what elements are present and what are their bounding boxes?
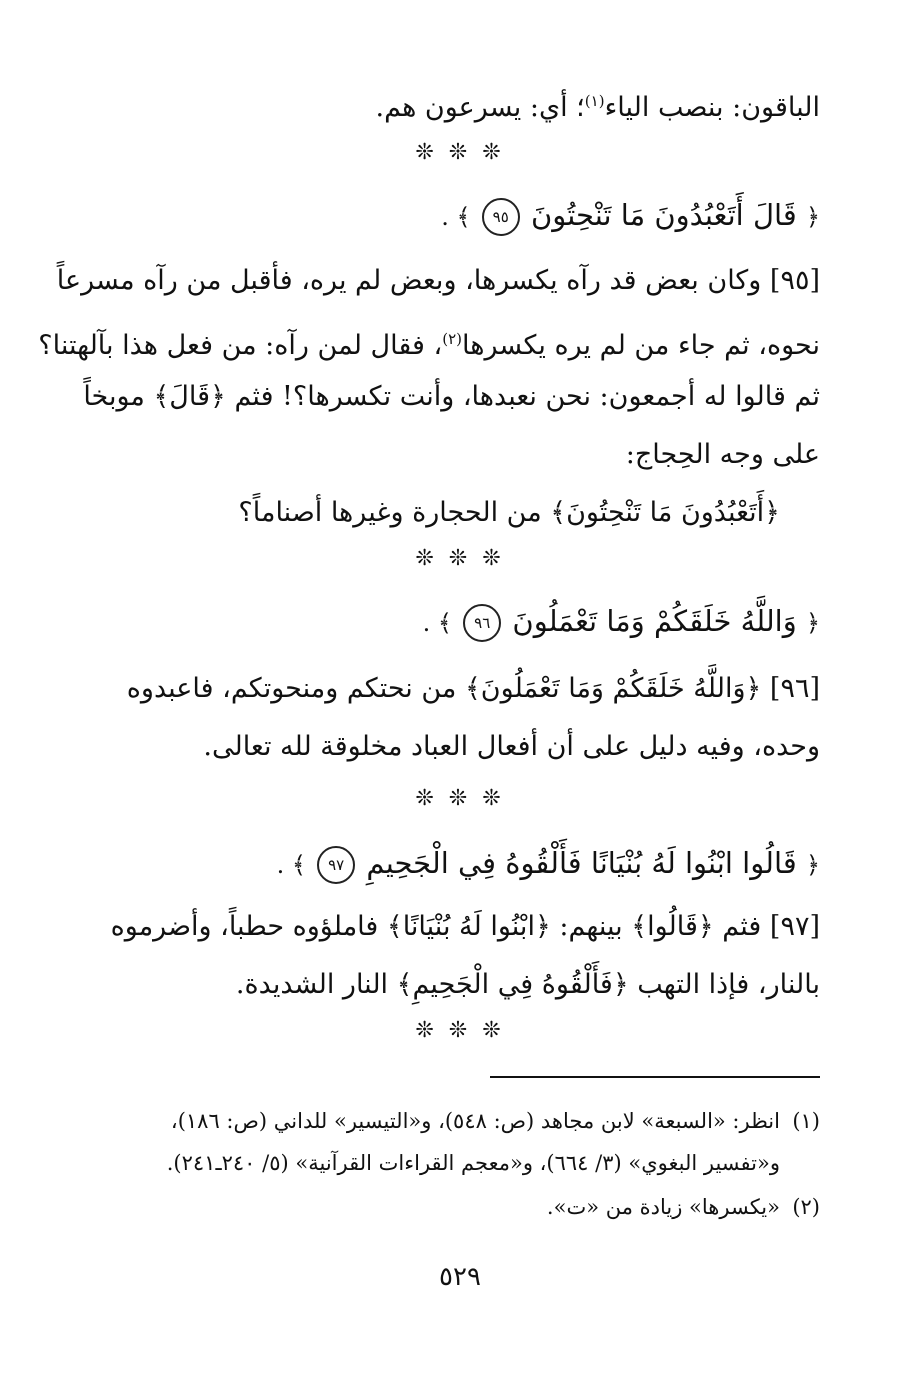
ayah-number-badge: ٩٦ xyxy=(463,604,501,642)
footnote-2 xyxy=(100,1186,820,1228)
verse-text: قَالَ أَتَعْبُدُونَ مَا تَنْحِتُونَ xyxy=(530,198,797,232)
section-separator: ❊ ❊ ❊ xyxy=(415,1018,505,1043)
footnote-rule xyxy=(490,1076,820,1078)
text-line: [٩٦] ﴿وَاللَّهُ خَلَقَكُمْ وَمَا تَعْمَلُونَ﴾ من نحتكم ومنحوتكم، فاعبدوه xyxy=(126,673,820,704)
page-number: ٥٢٩ xyxy=(439,1262,481,1292)
ornate-bracket-open: ﴿ xyxy=(805,851,820,879)
footnote-line xyxy=(100,1100,820,1142)
footnote-text: «يكسرها» زيادة من «ت». xyxy=(546,1195,780,1219)
commentary-95 xyxy=(38,252,820,542)
section-separator: ❊ ❊ ❊ xyxy=(415,546,505,571)
verse-text: قَالُوا ابْنُوا لَهُ بُنْيَانًا فَأَلْقُوهُ فِي الْجَحِيمِ xyxy=(366,846,797,880)
ornate-bracket-open: ﴿ xyxy=(805,203,820,231)
text-line: [٩٧] فثم ﴿قَالُوا﴾ بينهم: ﴿ابْنُوا لَهُ بُنْيَانًا﴾ فاملؤوه حطباً، وأضرموه xyxy=(110,911,820,942)
section-separator: ❊ ❊ ❊ xyxy=(415,786,505,811)
text-span: الباقون: بنصب الياء xyxy=(604,92,820,123)
text-span: ؛ أي: يسرعون هم. xyxy=(375,92,585,123)
footnote-line xyxy=(100,1186,820,1228)
text-span: نحوه، ثم جاء من لم يره يكسرها xyxy=(462,330,820,361)
text-line xyxy=(100,72,820,130)
quran-verse-96 xyxy=(100,592,820,652)
text-line: ثم قالوا له أجمعون: نحن نعبدها، وأنت تكسرها؟! فثم ﴿قَالَ﴾ موبخاً xyxy=(83,381,820,412)
footnote-ref[interactable]: (٢) xyxy=(442,330,462,348)
footnote-line: و«تفسير البغوي» (٣/ ٦٦٤)، و«معجم القراءات القرآنية» (٥/ ٢٤٠ـ٢٤١). xyxy=(166,1151,780,1175)
ornate-bracket-close: ﴾ . xyxy=(441,203,471,231)
ayah-number-badge: ٩٧ xyxy=(317,846,355,884)
text-line: ﴿أَتَعْبُدُونَ مَا تَنْحِتُونَ﴾ من الحجارة وغيرها أصناماً؟ xyxy=(238,497,780,528)
footnote-number: (٢) xyxy=(792,1195,820,1219)
commentary-97 xyxy=(100,898,820,1014)
commentary-96 xyxy=(100,660,820,776)
text-line: وحده، وفيه دليل على أن أفعال العباد مخلوقة لله تعالى. xyxy=(203,731,820,762)
text-line: على وجه الحِجاج: xyxy=(625,439,820,470)
verse-text: وَاللَّهُ خَلَقَكُمْ وَمَا تَعْمَلُونَ xyxy=(512,604,797,638)
footnote-ref[interactable]: (١) xyxy=(584,92,605,110)
text-line: [٩٥] وكان بعض قد رآه يكسرها، وبعض لم يره، فأقبل من رآه مسرعاً xyxy=(56,265,820,296)
text-line: بالنار، فإذا التهب ﴿فَأَلْقُوهُ فِي الْجَحِيمِ﴾ النار الشديدة. xyxy=(235,969,820,1000)
text-span: ، فقال لمن رآه: من فعل هذا بآلهتنا؟ xyxy=(38,330,443,361)
quran-verse-95 xyxy=(100,186,820,246)
footnote-number: (١) xyxy=(792,1109,820,1133)
footnote-1 xyxy=(100,1100,820,1184)
ornate-bracket-close: ﴾ . xyxy=(422,609,452,637)
ornate-bracket-open: ﴿ xyxy=(805,609,820,637)
ornate-bracket-close: ﴾ . xyxy=(276,851,306,879)
ayah-number-badge: ٩٥ xyxy=(482,198,520,236)
text-line xyxy=(38,310,820,368)
footnote-text: انظر: «السبعة» لابن مجاهد (ص: ٥٤٨)، و«التيسير» للداني (ص: ١٨٦)، xyxy=(170,1109,780,1133)
quran-verse-97 xyxy=(100,834,820,894)
section-separator: ❊ ❊ ❊ xyxy=(415,140,505,165)
opening-line xyxy=(100,72,820,130)
